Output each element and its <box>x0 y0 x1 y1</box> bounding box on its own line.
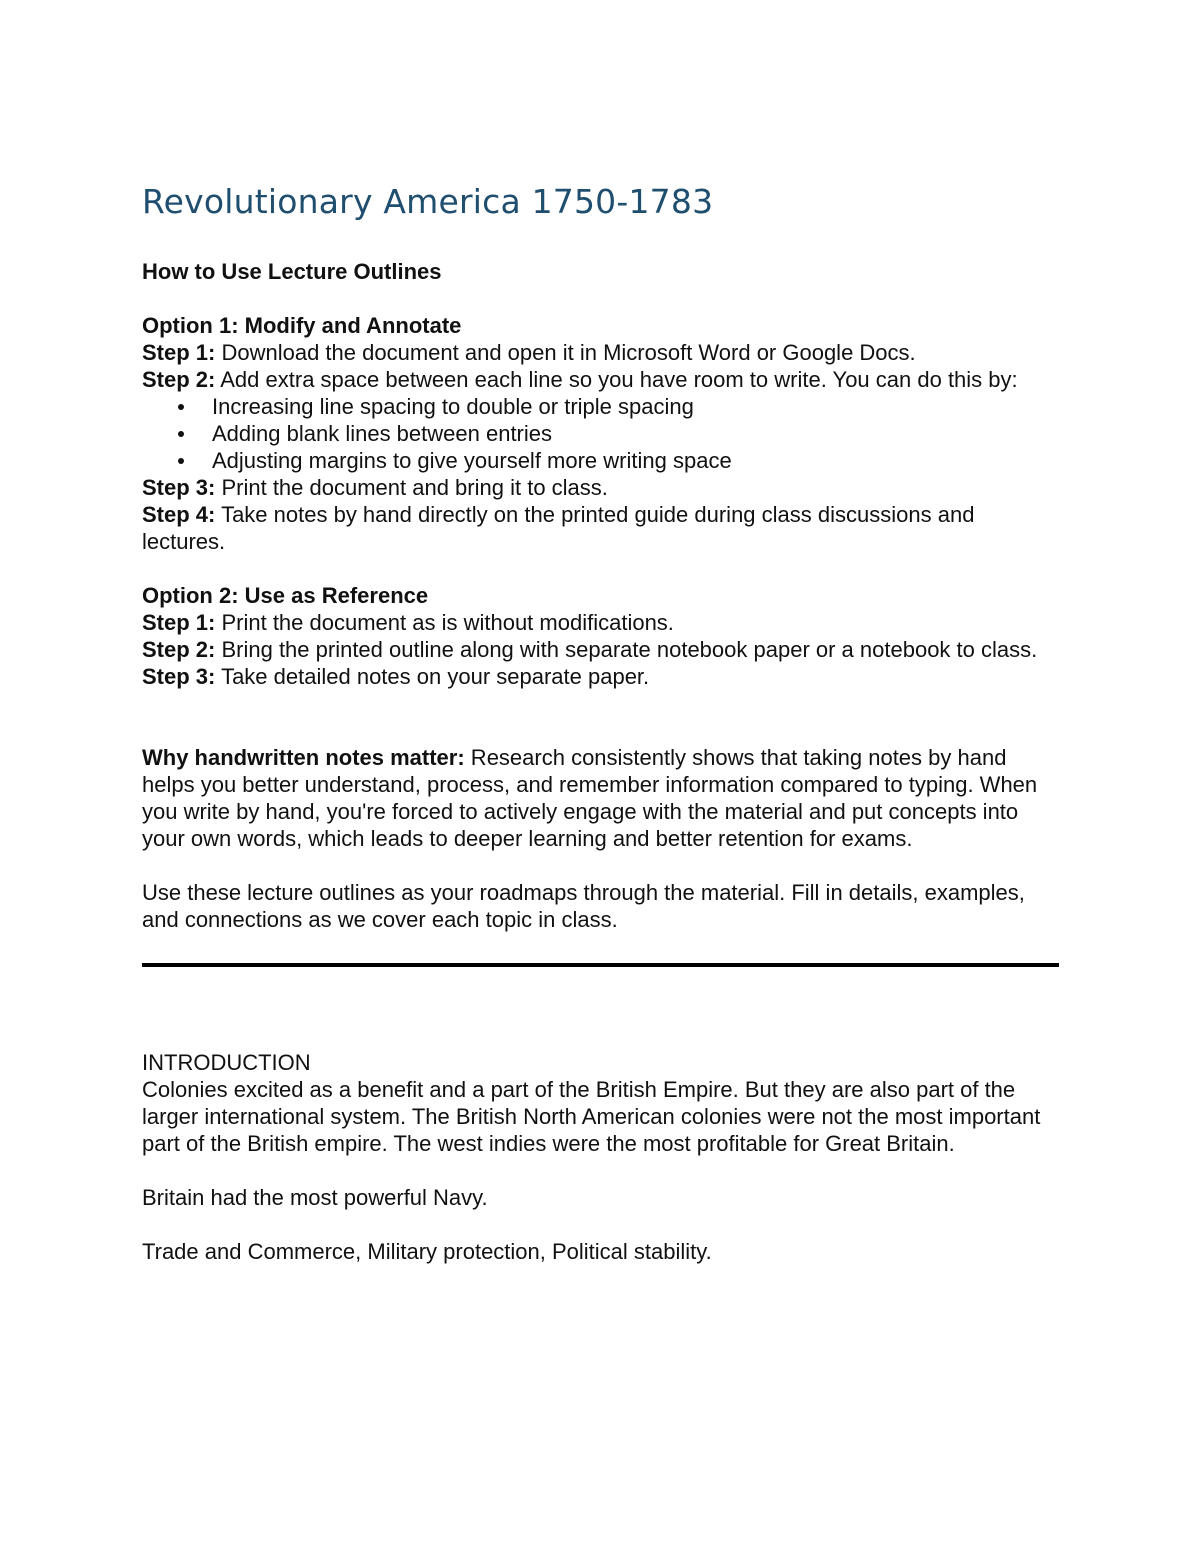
step-label: Step 3: <box>142 475 216 500</box>
option1-heading: Option 1: Modify and Annotate <box>142 313 462 338</box>
list-item-text: Increasing line spacing to double or triple spacing <box>212 394 694 419</box>
introduction-section <box>142 1049 1060 1265</box>
spacer <box>142 852 1060 879</box>
step-label: Step 2: <box>142 637 216 662</box>
spacer <box>142 285 1060 312</box>
step-text: Bring the printed outline along with separate notebook paper or a notebook to class. <box>215 637 1038 662</box>
benefits-paragraph: Trade and Commerce, Military protection, Political stability. <box>142 1239 712 1264</box>
option2-step-2 <box>142 636 1060 663</box>
step-label: Step 4: <box>142 502 216 527</box>
document-title: Revolutionary America 1750-1783 <box>142 182 714 221</box>
step-label: Step 2: <box>142 367 216 392</box>
how-to-heading: How to Use Lecture Outlines <box>142 259 442 284</box>
list-item-text: Adjusting margins to give yourself more writing space <box>212 448 732 473</box>
option1-step-3 <box>142 474 1060 501</box>
list-item <box>178 420 1060 447</box>
option1-step-1 <box>142 339 1060 366</box>
bullet-icon <box>178 458 184 464</box>
why-text: Research consistently shows that taking notes by hand helps you better understand, process, and remember information compared to typing. When you write by hand, you're forced to actively engage with the material and put concepts into your own words, which leads to deeper learning and better retention for exams. <box>142 745 1038 851</box>
spacer <box>142 1157 1060 1184</box>
step-text: Download the document and open it in Microsoft Word or Google Docs. <box>215 340 916 365</box>
bullet-icon <box>178 404 184 410</box>
navy-paragraph: Britain had the most powerful Navy. <box>142 1185 488 1210</box>
option2-step-3 <box>142 663 1060 690</box>
step-label: Step 3: <box>142 664 216 689</box>
step-text: Take notes by hand directly on the printed guide during class discussions and lectures. <box>142 502 975 554</box>
list-item-text: Adding blank lines between entries <box>212 421 553 446</box>
step-text: Print the document as is without modifications. <box>215 610 674 635</box>
introduction-heading: INTRODUCTION <box>142 1050 311 1075</box>
list-item <box>178 393 1060 420</box>
section-divider <box>142 963 1059 967</box>
why-label: Why handwritten notes matter: <box>142 745 465 770</box>
option2-step-1 <box>142 609 1060 636</box>
step-label: Step 1: <box>142 610 216 635</box>
option1-step-2 <box>142 366 1060 393</box>
introduction-paragraph: Colonies excited as a benefit and a part of the British Empire. But they are also part of the larger international system. The British North American colonies were not the most important part of the British empire. The west indies were the most profitable for Great Britain. <box>142 1077 1041 1156</box>
step-text: Add extra space between each line so you have room to write. You can do this by: <box>215 367 1018 392</box>
why-handwritten-paragraph <box>142 744 1060 852</box>
roadmap-paragraph: Use these lecture outlines as your roadmaps through the material. Fill in details, examples, and connections as we cover each topic in class. <box>142 880 1025 932</box>
spacer <box>142 1211 1060 1238</box>
list-item <box>178 447 1060 474</box>
document-page <box>142 176 1060 1265</box>
spacer <box>142 690 1060 744</box>
bullet-icon <box>178 431 184 437</box>
spacer <box>142 555 1060 582</box>
step-label: Step 1: <box>142 340 216 365</box>
option1-step-4 <box>142 501 1060 555</box>
step-text: Print the document and bring it to class. <box>215 475 608 500</box>
option2-heading: Option 2: Use as Reference <box>142 583 429 608</box>
step-text: Take detailed notes on your separate paper. <box>215 664 650 689</box>
spacing-options-list <box>142 393 1060 474</box>
